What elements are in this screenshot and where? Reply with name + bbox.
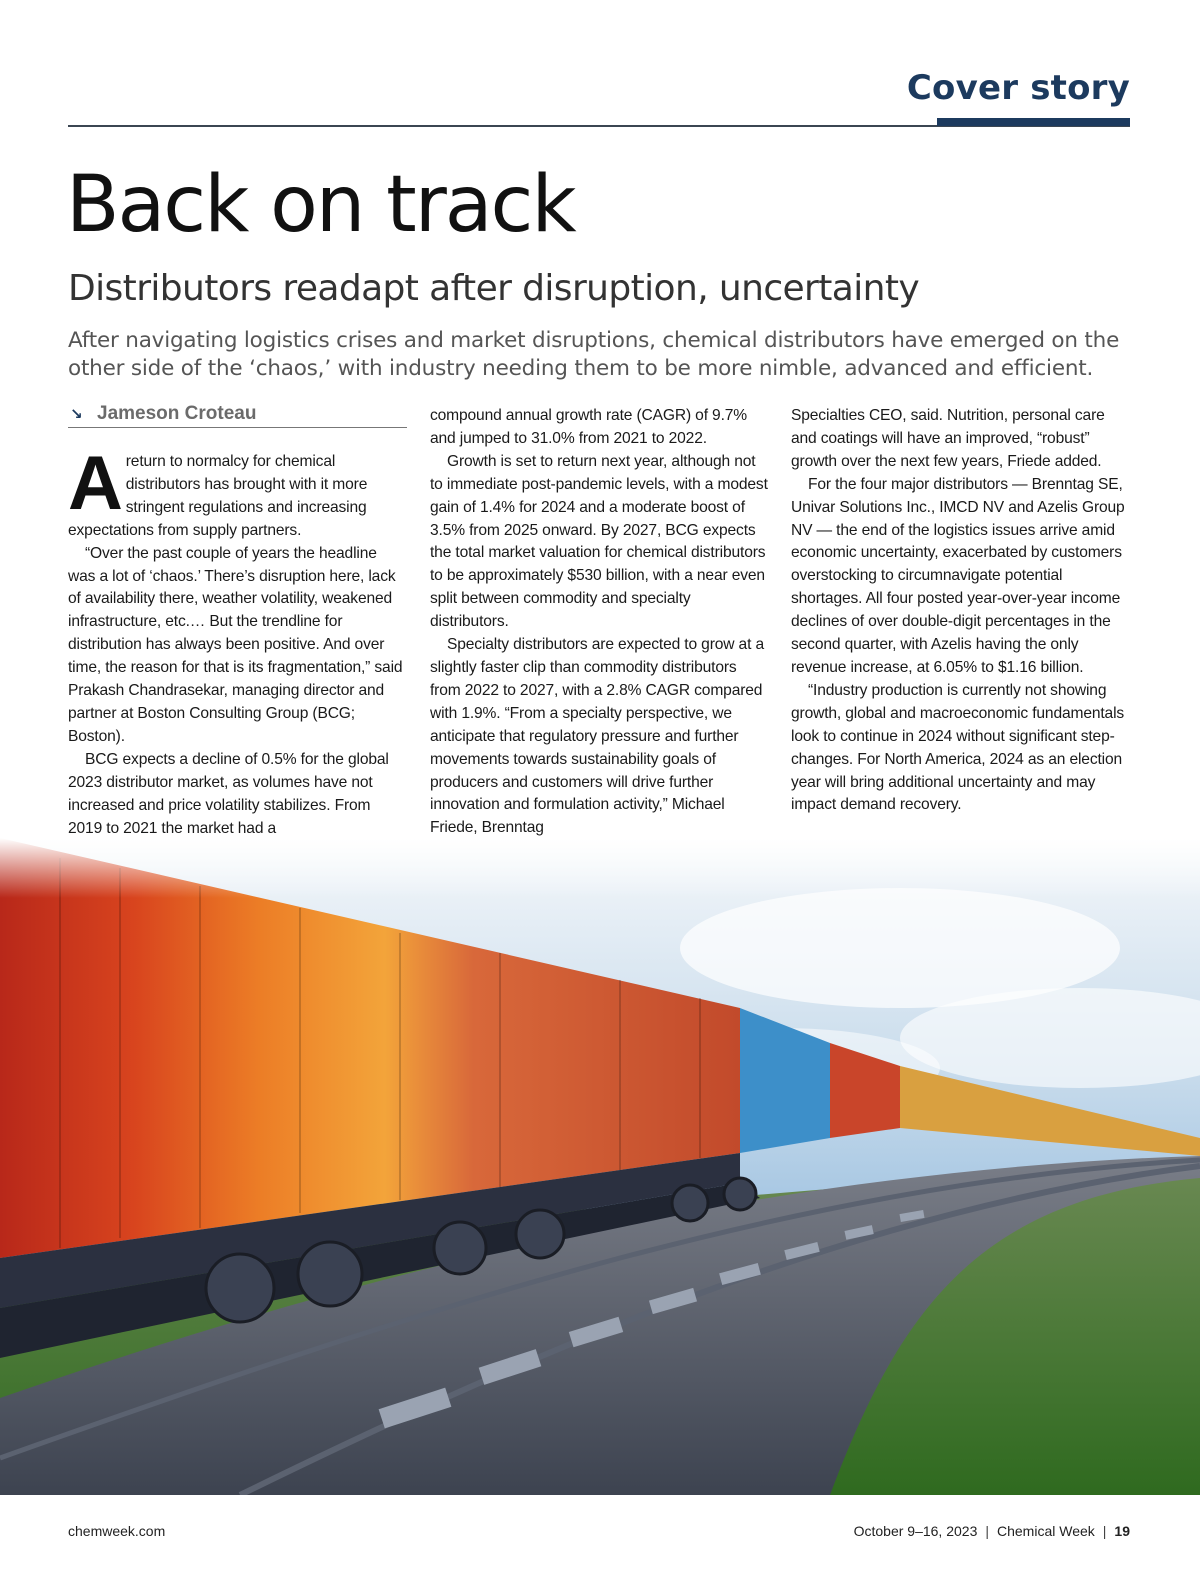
paragraph: A return to normalcy for chemical distributors has brought with it more stringent regulations and increasing expectations from supply partners. [68, 441, 368, 539]
article-title: Back on track [66, 160, 575, 250]
paragraph: BCG expects a decline of 0.5% for the global 2023 distributor market, as volumes have not increased and price volatility stabilizes. From 2019 to 2021 the market had a [68, 750, 389, 837]
paragraph: Growth is set to return next year, although not to immediate post-pandemic levels, with a modest gain of 1.4% for 2024 and a moderate boost of 3.5% from 2025 onward. By 2027, BCG expects the total market valuation for chemical distributors to be approximately $530 billion, with a near even split between commodity and specialty distributors. [430, 452, 768, 631]
issue-date: October 9–16, 2023 [853, 1523, 978, 1539]
article-subtitle: Distributors readapt after disruption, uncertainty [68, 268, 920, 309]
publication-name: Chemical Week [997, 1523, 1095, 1539]
section-label: Cover story [906, 68, 1130, 108]
paragraph: Specialties CEO, said. Nutrition, personal care and coatings will have an improved, “robust” growth over the next few years, Friede added. [791, 407, 1105, 470]
header-rule-accent [937, 118, 1130, 126]
byline [68, 403, 407, 428]
paragraph: compound annual growth rate (CAGR) of 9.7% and jumped to 31.0% from 2021 to 2022. [430, 407, 748, 447]
paragraph: For the four major distributors — Brenntag SE, Univar Solutions Inc., IMCD NV and Azelis Group NV — the end of the logistics issues arrive amid economic uncertainty, exacerbated by customers overstocking to circumnavigate potential shortages. All four posted year-over-year income declines of over double-digit percentages in the second quarter, with Azelis having the only revenue increase, at 6.05% to $1.16 billion. [791, 475, 1125, 676]
train-illustration [0, 838, 1200, 1495]
paragraph: “Over the past couple of years the headline was a lot of ‘chaos.’ There’s disruption here, lack of availability there, weather volatility, weakened infrastructure, etc.… But the trendline for distribution has always been positive. And over time, the reason for that is its fragmentation,” said Prakash Chandrasekar, managing director and partner at Boston Consulting Group (BCG; Boston). [68, 544, 403, 745]
page-number: 19 [1114, 1523, 1130, 1539]
article-column-3 [791, 405, 1131, 817]
arrow-down-right-icon: ↘ [70, 406, 83, 423]
footer-issue-info: October 9–16, 2023 | Chemical Week | 19 [853, 1523, 1130, 1539]
paragraph: Specialty distributors are expected to grow at a slightly faster clip than commodity distributors from 2022 to 2027, with a 2.8% CAGR compared with 1.9%. “From a specialty perspective, we anticipate that regulatory pressure and further movements towards sustainability goals of producers and customers will drive further innovation and formulation activity,” Michael Friede, Brenntag [430, 636, 764, 837]
footer-website[interactable]: chemweek.com [68, 1523, 166, 1539]
article-deck: After navigating logistics crises and market disruptions, chemical distributors have emerged on the other side of the ‘chaos,’ with industry needing them to be more nimble, advanced and efficient. [68, 328, 1120, 381]
author-name[interactable]: Jameson Croteau [97, 403, 257, 424]
paragraph: “Industry production is currently not showing growth, global and macroeconomic fundamentals look to continue in 2024 without significant step-changes. For North America, 2024 as an election year will bring additional uncertainty and may impact demand recovery. [791, 681, 1125, 814]
freight-train-photo [0, 838, 1200, 1495]
article-column-1 [68, 441, 408, 840]
article-column-2 [430, 405, 770, 840]
drop-cap: A [68, 441, 123, 526]
photo-top-fade [0, 838, 1200, 898]
